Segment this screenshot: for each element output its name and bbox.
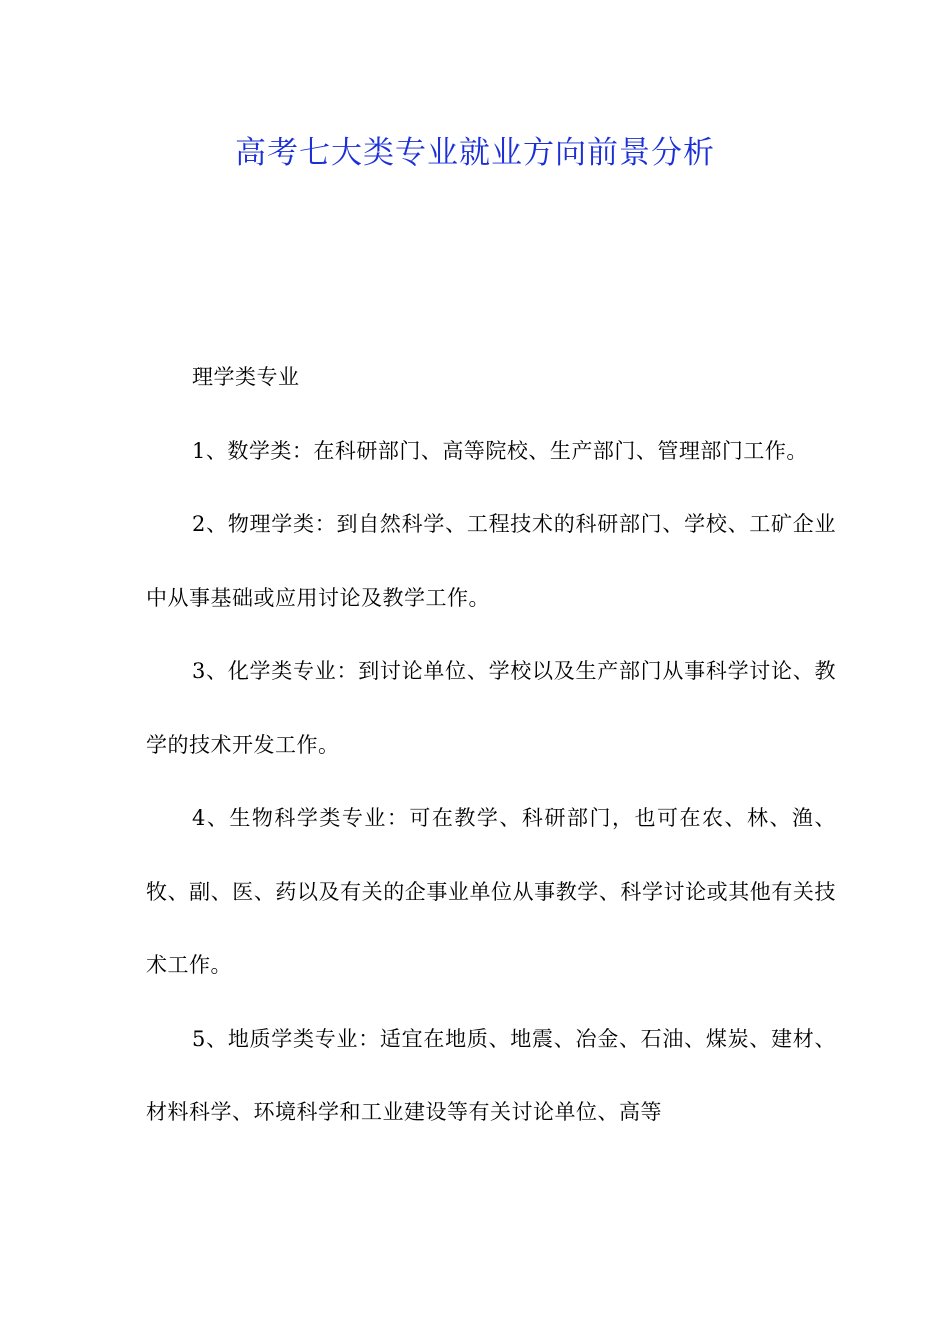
document-body bbox=[146, 341, 836, 1150]
section-heading: 理学类专业 bbox=[192, 365, 300, 389]
paragraph-1: 1、数学类：在科研部门、高等院校、生产部门、管理部门工作。 bbox=[192, 438, 808, 463]
paragraph-5: 5、地质学类专业：适宜在地质、地震、冶金、石油、煤炭、建材、材料科学、环境科学和工业建设等有关讨论单位、高等 bbox=[146, 1026, 836, 1124]
paragraph-3: 3、化学类专业：到讨论单位、学校以及生产部门从事科学讨论、教学的技术开发工作。 bbox=[146, 659, 836, 757]
paragraph-2: 2、物理学类：到自然科学、工程技术的科研部门、学校、工矿企业中从事基础或应用讨论及教学工作。 bbox=[146, 512, 836, 610]
paragraph-4: 4、生物科学类专业：可在教学、科研部门，也可在农、林、渔、牧、副、医、药以及有关的企事业单位从事教学、科学讨论或其他有关技术工作。 bbox=[146, 806, 836, 977]
document-title: 高考七大类专业就业方向前景分析 bbox=[235, 135, 715, 171]
